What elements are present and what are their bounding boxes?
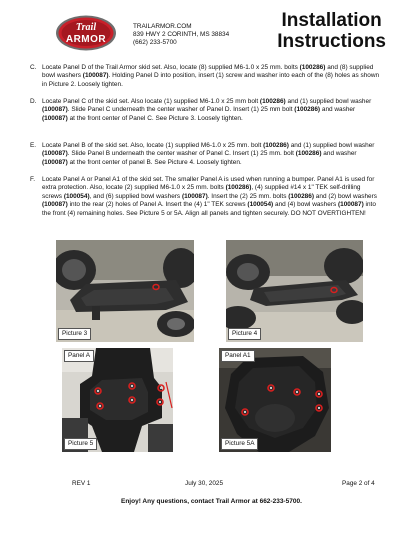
part-number: (100286) [299, 64, 326, 71]
part-number: (100087) [42, 158, 68, 166]
page-number: Page 2 of 4 [342, 480, 375, 487]
step-text-segment: and (2) bowl washers [314, 192, 377, 200]
step-text-segment: and (1) supplied bowl washer [285, 98, 372, 105]
company-site: TRAILARMOR.COM [133, 23, 192, 30]
panel-a-label: Panel A [64, 350, 94, 362]
step-letter: E. [30, 142, 37, 149]
svg-text:Trail: Trail [75, 22, 97, 33]
part-number: (100286) [294, 106, 321, 114]
footer-date: July 30, 2025 [185, 480, 224, 487]
part-number: (100087) [42, 201, 68, 209]
step-text-segment: . Insert the (2) 25 mm. bolts [207, 192, 289, 200]
part-number: (100054) [63, 192, 90, 200]
part-number: (100054) [247, 201, 274, 209]
picture-5-caption: Picture 5 [64, 438, 97, 450]
step-e [30, 142, 382, 167]
company-info [133, 23, 229, 48]
picture-5-photo [62, 348, 173, 452]
step-text-segment: into the front (4) remaining holes. See Picture 5 or 5A. Align all panels and tighten securely. DO NOT OVERTIGHTEN! [42, 201, 376, 217]
company-phone: (662) 233-5700 [133, 39, 177, 47]
step-text [42, 64, 379, 88]
part-number: (100087) [42, 114, 68, 122]
picture-5a-photo [219, 348, 331, 452]
part-number: (100286) [288, 192, 314, 200]
company-address: 839 HWY 2 CORINTH, MS 38834 [133, 31, 230, 39]
step-text-segment: . Slide Panel C underneath the center washer of Panel D. Insert (1) 25 mm bolt [67, 106, 295, 114]
step-text-segment: and washer [320, 106, 356, 114]
step-letter: C. [30, 64, 37, 71]
picture-3-photo [56, 240, 194, 342]
part-number: (100087) [337, 201, 364, 209]
step-c [30, 64, 382, 89]
picture-5a-caption: Picture 5A [221, 438, 258, 450]
picture-4-caption: Picture 4 [228, 328, 261, 340]
step-text-segment: and (4) bowl washers [273, 201, 338, 209]
part-number: (100286) [225, 184, 252, 192]
step-text-segment: Locate Panel D of the Trail Armor skid set. Also, locate (8) supplied M6-1.0 x 25 mm. bolts [42, 64, 300, 71]
step-letter: D. [30, 98, 37, 105]
step-text-segment: , and (6) supplied bowl washers [89, 192, 182, 200]
svg-text:ARMOR: ARMOR [65, 34, 107, 45]
step-text-segment: Locate Panel B of the skid set. Also, locate (1) supplied M6-1.0 x 25 mm. bolt [42, 142, 264, 149]
part-number: (100286) [263, 142, 289, 149]
step-text-segment: into the rear (2) holes of Panel A. Insert the (4) 1" TEK screws [67, 201, 248, 209]
page-title: Installation Instructions [277, 10, 386, 52]
step-text-segment: Locate Panel A or Panel A1 of the skid set. The smaller Panel A is used when running a bumper. Panel A1 is used for extra protection. Also, locate (2) supplied M6-1.0 x 25 mm. bolts [42, 176, 375, 192]
part-number: (100087) [42, 106, 68, 114]
picture-3-caption: Picture 3 [58, 328, 91, 340]
contact-line: Enjoy! Any questions, contact Trail Armor at 662-233-5700. [121, 498, 302, 505]
revision: REV 1 [72, 480, 91, 487]
step-text-segment: , (4) supplied #14 x 1" TEK self-drilling screws [42, 184, 361, 200]
step-text-segment: and (1) supplied bowl washer [288, 142, 375, 149]
contact-phone: 662-233-5700 [259, 498, 301, 505]
step-text-segment: and (8) supplied bowl washers [42, 64, 374, 80]
step-text-segment: at the front center of Panel C. See Picture 3. Loosely tighten. [67, 114, 243, 122]
step-letter: F. [30, 176, 36, 183]
picture-4-photo [226, 240, 363, 342]
step-text [42, 176, 377, 217]
step-text-segment: at the front center of panel B. See Picture 4. Loosely tighten. [67, 158, 242, 166]
part-number: (100286) [259, 98, 286, 105]
step-d [30, 98, 382, 123]
step-text-segment: . Slide Panel B underneath the center washer of Panel C. Insert (1) 25 mm. bolt [67, 150, 296, 158]
step-text-segment: Locate Panel C of the skid set. Also locate (1) supplied M6-1.0 x 25 mm bolt [42, 98, 260, 105]
step-text-segment: and washer [321, 150, 357, 158]
part-number: (100087) [181, 192, 208, 200]
panel-a1-label: Panel A1 [221, 350, 255, 362]
part-number: (100087) [42, 150, 68, 158]
step-text [42, 98, 371, 122]
step-f [30, 176, 382, 218]
part-number: (100286) [295, 150, 322, 158]
part-number: (100087) [82, 72, 109, 80]
trail-armor-logo [55, 14, 117, 52]
step-text-segment: . Holding Panel D into position, insert (1) screw and washer into each of the (8) holes as shown in Picture 2. Loosely tighten. [42, 72, 380, 88]
step-text [42, 142, 374, 166]
